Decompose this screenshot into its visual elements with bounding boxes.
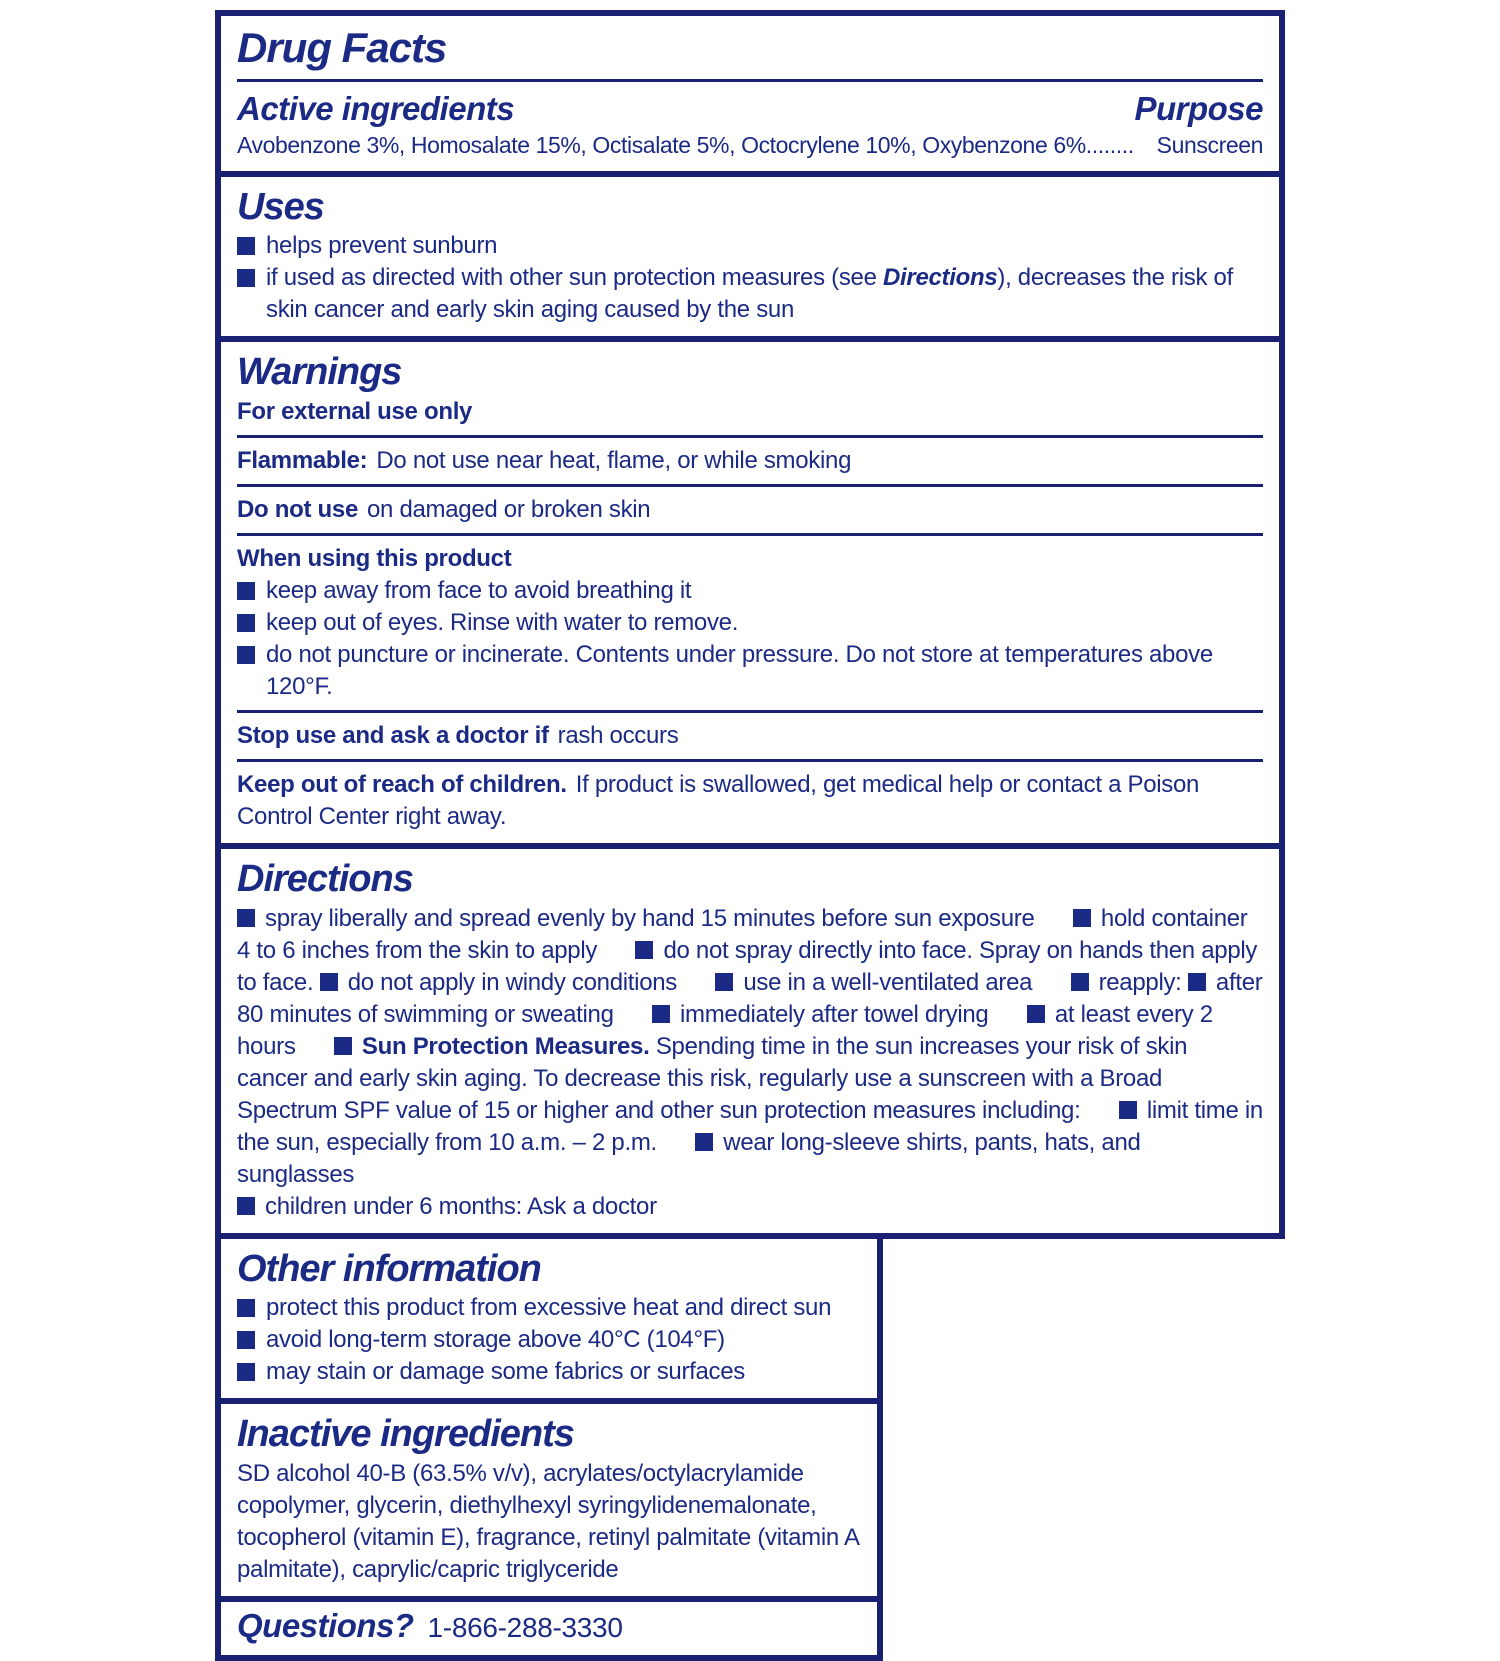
stop-use-line: Stop use and ask a doctor if rash occurs	[237, 722, 679, 750]
bullet-icon	[1188, 973, 1206, 991]
questions-heading: Questions?	[237, 1606, 414, 1644]
bullet-icon	[237, 1197, 255, 1215]
when-using-bullet-2: keep out of eyes. Rinse with water to remove.	[237, 607, 1263, 639]
directions-heading: Directions	[237, 858, 413, 901]
bullet-icon	[320, 973, 338, 991]
bullet-icon	[695, 1133, 713, 1151]
inactive-ingredients-heading: Inactive ingredients	[237, 1413, 574, 1456]
divider	[237, 759, 1263, 762]
drug-facts-title: Drug Facts	[237, 24, 447, 71]
section-inactive-ingredients	[221, 1398, 877, 1596]
bullet-icon	[1073, 909, 1091, 927]
bullet-icon	[237, 646, 255, 664]
other-info-bullet-1: protect this product from excessive heat and direct sun	[237, 1292, 861, 1324]
directions-reference: Directions	[883, 264, 998, 292]
questions-phone-number: 1-866-288-3330	[427, 1611, 623, 1643]
bullet-icon	[237, 1299, 255, 1317]
section-warnings	[221, 336, 1279, 843]
bullet-icon	[237, 582, 255, 600]
divider	[237, 79, 1263, 82]
bullet-icon	[715, 973, 733, 991]
uses-heading: Uses	[237, 185, 324, 228]
other-information-heading: Other information	[237, 1247, 541, 1290]
bullet-icon	[237, 614, 255, 632]
bullet-icon	[237, 1363, 255, 1381]
purpose-heading: Purpose	[1134, 90, 1263, 128]
divider	[237, 484, 1263, 487]
bullet-icon	[334, 1037, 352, 1055]
label-bottom-panel	[215, 1233, 883, 1661]
flammable-line: Flammable: Do not use near heat, flame, or while smoking	[237, 447, 852, 475]
section-other-information	[221, 1239, 877, 1399]
divider	[237, 533, 1263, 536]
keep-out-of-reach-line: Keep out of reach of children. If product is swallowed, get medical help or contact a Poison Control Center right away.	[237, 771, 1200, 831]
divider	[237, 710, 1263, 713]
uses-bullet-2	[237, 262, 1263, 326]
uses-bullet-1	[237, 230, 1263, 262]
purpose-value: Sunscreen	[1156, 131, 1263, 158]
when-using-heading: When using this product	[237, 545, 512, 573]
bullet-icon	[1119, 1101, 1137, 1119]
drug-facts-label	[215, 10, 1285, 1661]
other-info-bullet-2: avoid long-term storage above 40°C (104°F)	[237, 1324, 861, 1356]
bullet-icon	[237, 237, 255, 255]
when-using-bullet-3: do not puncture or incinerate. Contents under pressure. Do not store at temperatures above 120°F.	[237, 639, 1263, 703]
bullet-icon	[652, 1005, 670, 1023]
sun-protection-measures-label: Sun Protection Measures.	[361, 1032, 650, 1060]
when-using-bullet-1: keep away from face to avoid breathing it	[237, 575, 1263, 607]
active-ingredients-line	[237, 129, 1263, 161]
bullet-icon	[1071, 973, 1089, 991]
divider	[237, 435, 1263, 438]
inactive-ingredients-text: SD alcohol 40-B (63.5% v/v), acrylates/octylacrylamide copolymer, glycerin, diethylhexyl syringylidenemalonate, tocopherol (vitamin E), fragrance, retinyl palmitate (vitamin A palmitate), caprylic/capric triglyceride	[237, 1459, 859, 1583]
dot-leader: ........	[1085, 131, 1134, 158]
external-use-line: For external use only	[237, 398, 473, 426]
uses-bullet-2-text: if used as directed with other sun protection measures (see Directions), decreases the risk of skin cancer and early skin aging caused by the sun	[266, 264, 1233, 324]
bullet-icon	[1027, 1005, 1045, 1023]
label-top-panel	[215, 10, 1285, 1239]
section-drug-facts	[221, 16, 1279, 171]
section-questions	[221, 1596, 877, 1656]
active-ingredients-value: Avobenzone 3%, Homosalate 15%, Octisalate 5%, Octocrylene 10%, Oxybenzone 6%	[237, 131, 1086, 158]
bullet-icon	[237, 1331, 255, 1349]
directions-last-line: children under 6 months: Ask a doctor	[237, 1191, 1263, 1223]
warnings-heading: Warnings	[237, 351, 402, 394]
bullet-icon	[635, 941, 653, 959]
section-directions	[221, 843, 1279, 1233]
section-uses	[221, 171, 1279, 337]
do-not-use-line: Do not use on damaged or broken skin	[237, 496, 651, 524]
active-ingredients-heading: Active ingredients	[237, 90, 515, 128]
uses-bullet-1-text: helps prevent sunburn	[266, 232, 498, 260]
directions-text: spray liberally and spread evenly by hand 15 minutes before sun exposure hold container 4 to 6 inches from the skin to apply do not spray directly into face. Spray on hands then apply to face. do not apply in windy conditions use in a well-ventilated area reapply: after 80 minutes of swimming or sweating immediately after towel drying at least every 2 hours Sun Protection Measures. Spending time in the sun increases your risk of skin cancer and early skin aging. To decrease this risk, regularly use a sunscreen with a Broad Spectrum SPF value of 15 or higher and other sun protection measures including: limit time in the sun, especially from 10 a.m. – 2 p.m. wear long-sleeve shirts, pants, hats, and sunglasses	[237, 904, 1263, 1188]
bullet-icon	[237, 269, 255, 287]
bullet-icon	[237, 909, 255, 927]
other-info-bullet-3: may stain or damage some fabrics or surfaces	[237, 1356, 861, 1388]
